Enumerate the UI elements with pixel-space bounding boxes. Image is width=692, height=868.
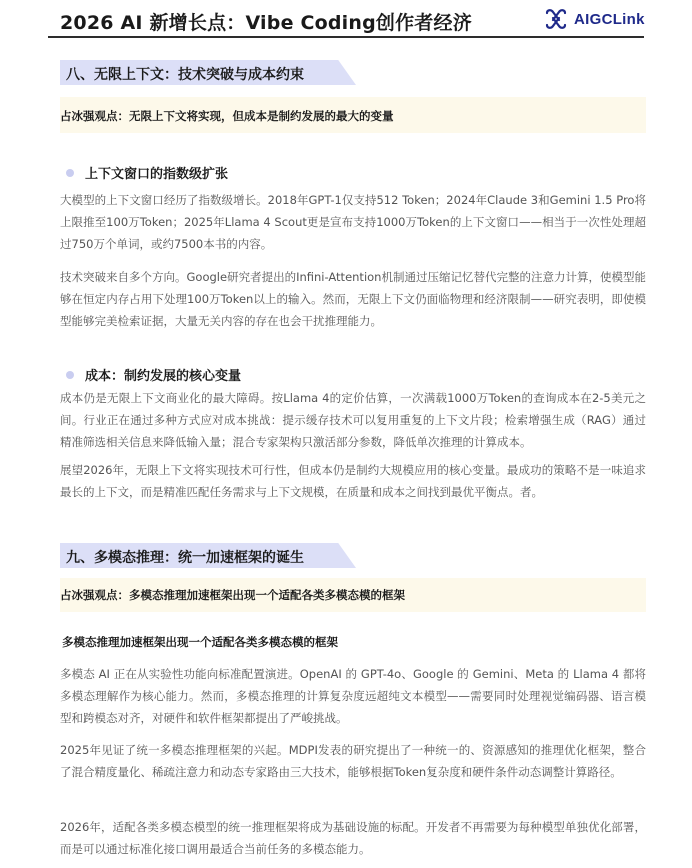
logo-text: AIGCLink xyxy=(574,10,645,28)
aigclink-logo-icon xyxy=(543,7,569,31)
paragraph: 2025年见证了统一多模态推理框架的兴起。MDPI发表的研究提出了一种统一的、资源感知的推理优化框架，整合了混合精度量化、稀疏注意力和动态专家路由三大技术，能够根据Token复杂度和硬件条件动态调整计算路径。 xyxy=(60,743,646,779)
paragraph: 成本仍是无限上下文商业化的最大障碍。按Llama 4的定价估算，一次满载1000万Token的查询成本在2-5美元之间。行业正在通过多种方式应对成本挑战：提示缓存技术可以复用重复的上下文片段；检索增强生成（RAG）通过精准筛选相关信息来降低输入量；混合专家架构只激活部分参数，降低单次推理的计算成本。 xyxy=(60,391,646,449)
section-8-title: 八、无限上下文：技术突破与成本约束 xyxy=(66,67,304,83)
section-9-callout xyxy=(60,578,646,612)
section-8-callout xyxy=(60,97,646,133)
section-8-callout-text: 占冰强观点：无限上下文将实现，但成本是制约发展的最大的变量 xyxy=(60,109,394,123)
subheading-context-window xyxy=(66,163,228,182)
aigclink-logo xyxy=(543,7,645,31)
paragraph: 2026年，适配各类多模态模型的统一推理框架将成为基础设施的标配。开发者不再需要为每种模型单独优化部署，而是可以通过标准化接口调用最适合当前任务的多模态能力。 xyxy=(60,820,646,856)
paragraph: 展望2026年，无限上下文将实现技术可行性，但成本仍是制约大规模应用的核心变量。最成功的策略不是一味追求最长的上下文，而是精准匹配任务需求与上下文规模，在质量和成本之间找到最优平衡点。者。 xyxy=(60,463,646,499)
section-9-banner xyxy=(60,543,356,568)
bullet-dot-icon xyxy=(66,371,74,379)
header-divider xyxy=(48,36,644,38)
page-header xyxy=(0,0,692,40)
paragraph: 多模态 AI 正在从实验性功能向标准配置演进。OpenAI 的 GPT-4o、Google 的 Gemini、Meta 的 Llama 4 都将多模态理解作为核心能力。然而，多模态推理的计算复杂度远超纯文本模型——需要同时处理视觉编码器、语言模型和跨模态对齐，对硬件和软件框架都提出了严峻挑战。 xyxy=(60,667,646,725)
section-9-callout-text: 占冰强观点：多模态推理加速框架出现一个适配各类多模态模的框架 xyxy=(60,588,405,602)
subheading-cost xyxy=(66,365,241,384)
section-8-banner xyxy=(60,60,356,85)
subheading-text: 成本：制约发展的核心变量 xyxy=(85,369,242,384)
subheading-multimodal-framework: 多模态推理加速框架出现一个适配各类多模态模的框架 xyxy=(62,635,338,649)
bullet-dot-icon xyxy=(66,169,74,177)
paragraph: 技术突破来自多个方向。Google研究者提出的Infini-Attention机制通过压缩记忆替代完整的注意力计算，使模型能够在恒定内存占用下处理100万Token以上的输入。然而，无限上下文仍面临物理和经济限制——研究表明，即使模型能够完美检索证据，大量无关内容的存在也会干扰推理能力。 xyxy=(60,270,646,328)
page-title: 2026 AI 新增长点：Vibe Coding创作者经济 xyxy=(60,12,472,34)
section-9-title: 九、多模态推理：统一加速框架的诞生 xyxy=(66,550,304,566)
paragraph: 大模型的上下文窗口经历了指数级增长。2018年GPT-1仅支持512 Token；2024年Claude 3和Gemini 1.5 Pro将上限推至100万Token；2025年Llama 4 Scout更是宣布支持1000万Token的上下文窗口——相当于一次性处理超过750万个单词，或约7500本书的内容。 xyxy=(60,193,646,251)
subheading-text: 上下文窗口的指数级扩张 xyxy=(85,167,229,182)
